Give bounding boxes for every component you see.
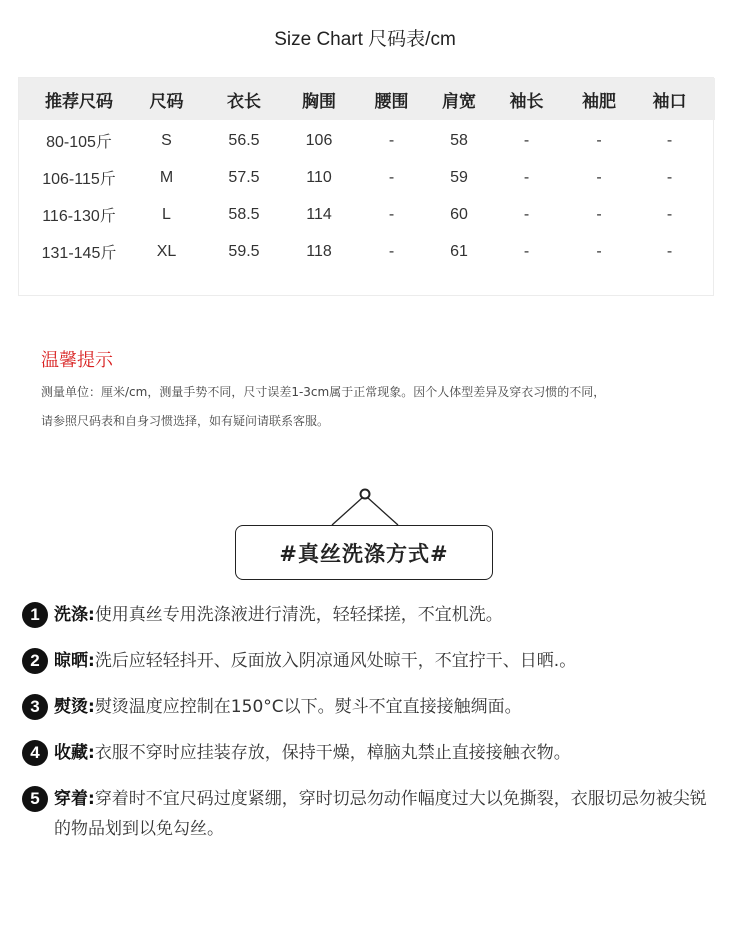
care-item	[22, 600, 712, 630]
table-cell: M	[159, 168, 174, 186]
care-text	[54, 784, 712, 844]
table-row	[19, 120, 715, 159]
table-cell: -	[388, 131, 395, 149]
table-cell: -	[596, 131, 602, 149]
care-description: 穿着时不宜尺码过度紧绷，穿时切忌勿动作幅度过大以免撕裂，衣服切忌勿被尖锐的物品划到以免勾丝。	[54, 789, 707, 839]
table-row	[19, 159, 715, 196]
care-text	[54, 600, 503, 630]
care-description: 衣服不穿时应挂装存放，保持干燥，樟脑丸禁止直接接触衣物。	[94, 743, 571, 763]
page-title: Size Chart 尺码表/cm	[274, 29, 456, 50]
table-cell: -	[666, 168, 673, 186]
table-cell: -	[666, 205, 673, 223]
care-description: 熨烫温度应控制在150°C以下。熨斗不宜直接接触绸面。	[94, 697, 522, 717]
care-label: 洗涤:	[54, 605, 95, 625]
table-cell: 60	[450, 205, 468, 223]
tips-body	[41, 378, 701, 436]
care-banner: #真丝洗涤方式#	[235, 525, 493, 580]
table-cell: -	[523, 205, 530, 223]
column-header: 衣长	[227, 91, 261, 112]
table-cell: -	[666, 131, 673, 149]
table-cell: XL	[156, 242, 177, 260]
column-header: 尺码	[149, 91, 184, 112]
number-badge-icon: 3	[22, 694, 48, 720]
column-header: 推荐尺码	[45, 91, 113, 112]
table-cell: -	[523, 131, 530, 149]
care-label: 穿着:	[54, 789, 95, 809]
table-cell: -	[388, 168, 395, 186]
table-header-row	[19, 78, 715, 120]
table-cell: -	[596, 205, 602, 223]
care-label: 晾晒:	[54, 651, 95, 671]
table-cell: -	[596, 242, 602, 260]
table-cell: 106-115斤	[42, 171, 116, 188]
tips-title: 温馨提示	[41, 350, 113, 371]
column-header: 袖肥	[582, 91, 616, 112]
table-cell: S	[161, 131, 172, 149]
table-cell: L	[162, 205, 171, 223]
care-item	[22, 692, 712, 722]
care-text	[54, 738, 571, 768]
number-badge-icon: 1	[22, 602, 48, 628]
table-cell: 56.5	[228, 131, 260, 149]
table-cell: 110	[306, 168, 332, 186]
table-row	[19, 196, 715, 233]
column-header: 袖口	[652, 91, 687, 112]
size-chart-table	[18, 77, 714, 296]
care-label: 熨烫:	[54, 697, 95, 717]
care-text	[54, 692, 522, 722]
table-cell: -	[388, 242, 395, 260]
table-cell: 131-145斤	[41, 245, 117, 262]
table-cell: 80-105斤	[46, 134, 112, 151]
care-list	[22, 600, 712, 860]
table-cell: 114	[306, 205, 332, 223]
table-cell: 116-130斤	[42, 208, 116, 225]
table-cell: 57.5	[228, 168, 260, 186]
table-cell: 59	[450, 168, 468, 186]
column-header: 胸围	[302, 91, 336, 112]
table-row	[19, 233, 715, 270]
care-description: 洗后应轻轻抖开、反面放入阴凉通风处晾干，不宜拧干、日晒.。	[94, 651, 577, 671]
tips-line: 测量单位：厘米/cm，测量手势不同，尺寸误差1-3cm属于正常现象。因个人体型差异及穿衣习惯的不同，	[41, 385, 606, 399]
table-cell: 59.5	[228, 242, 260, 260]
care-item	[22, 784, 712, 844]
table-cell: 61	[450, 242, 468, 260]
number-badge-icon: 2	[22, 648, 48, 674]
table-cell: -	[596, 168, 602, 186]
care-item	[22, 738, 712, 768]
table-cell: -	[388, 205, 395, 223]
table-cell: -	[523, 168, 530, 186]
column-header: 肩宽	[442, 91, 476, 112]
table-cell: -	[666, 242, 673, 260]
table-cell: 58.5	[228, 205, 260, 223]
column-header: 袖长	[509, 91, 544, 112]
care-label: 收藏:	[54, 743, 95, 763]
care-description: 使用真丝专用洗涤液进行清洗，轻轻揉搓，不宜机洗。	[94, 605, 503, 625]
care-text	[54, 646, 576, 676]
table-cell: -	[523, 242, 530, 260]
table-cell: 58	[450, 131, 468, 149]
number-badge-icon: 4	[22, 740, 48, 766]
table-cell: 118	[306, 242, 332, 260]
column-header: 腰围	[374, 91, 409, 112]
number-badge-icon: 5	[22, 786, 48, 812]
table-cell: 106	[305, 131, 333, 149]
care-item	[22, 646, 712, 676]
tips-line: 请参照尺码表和自身习惯选择，如有疑问请联系客服。	[41, 414, 330, 428]
